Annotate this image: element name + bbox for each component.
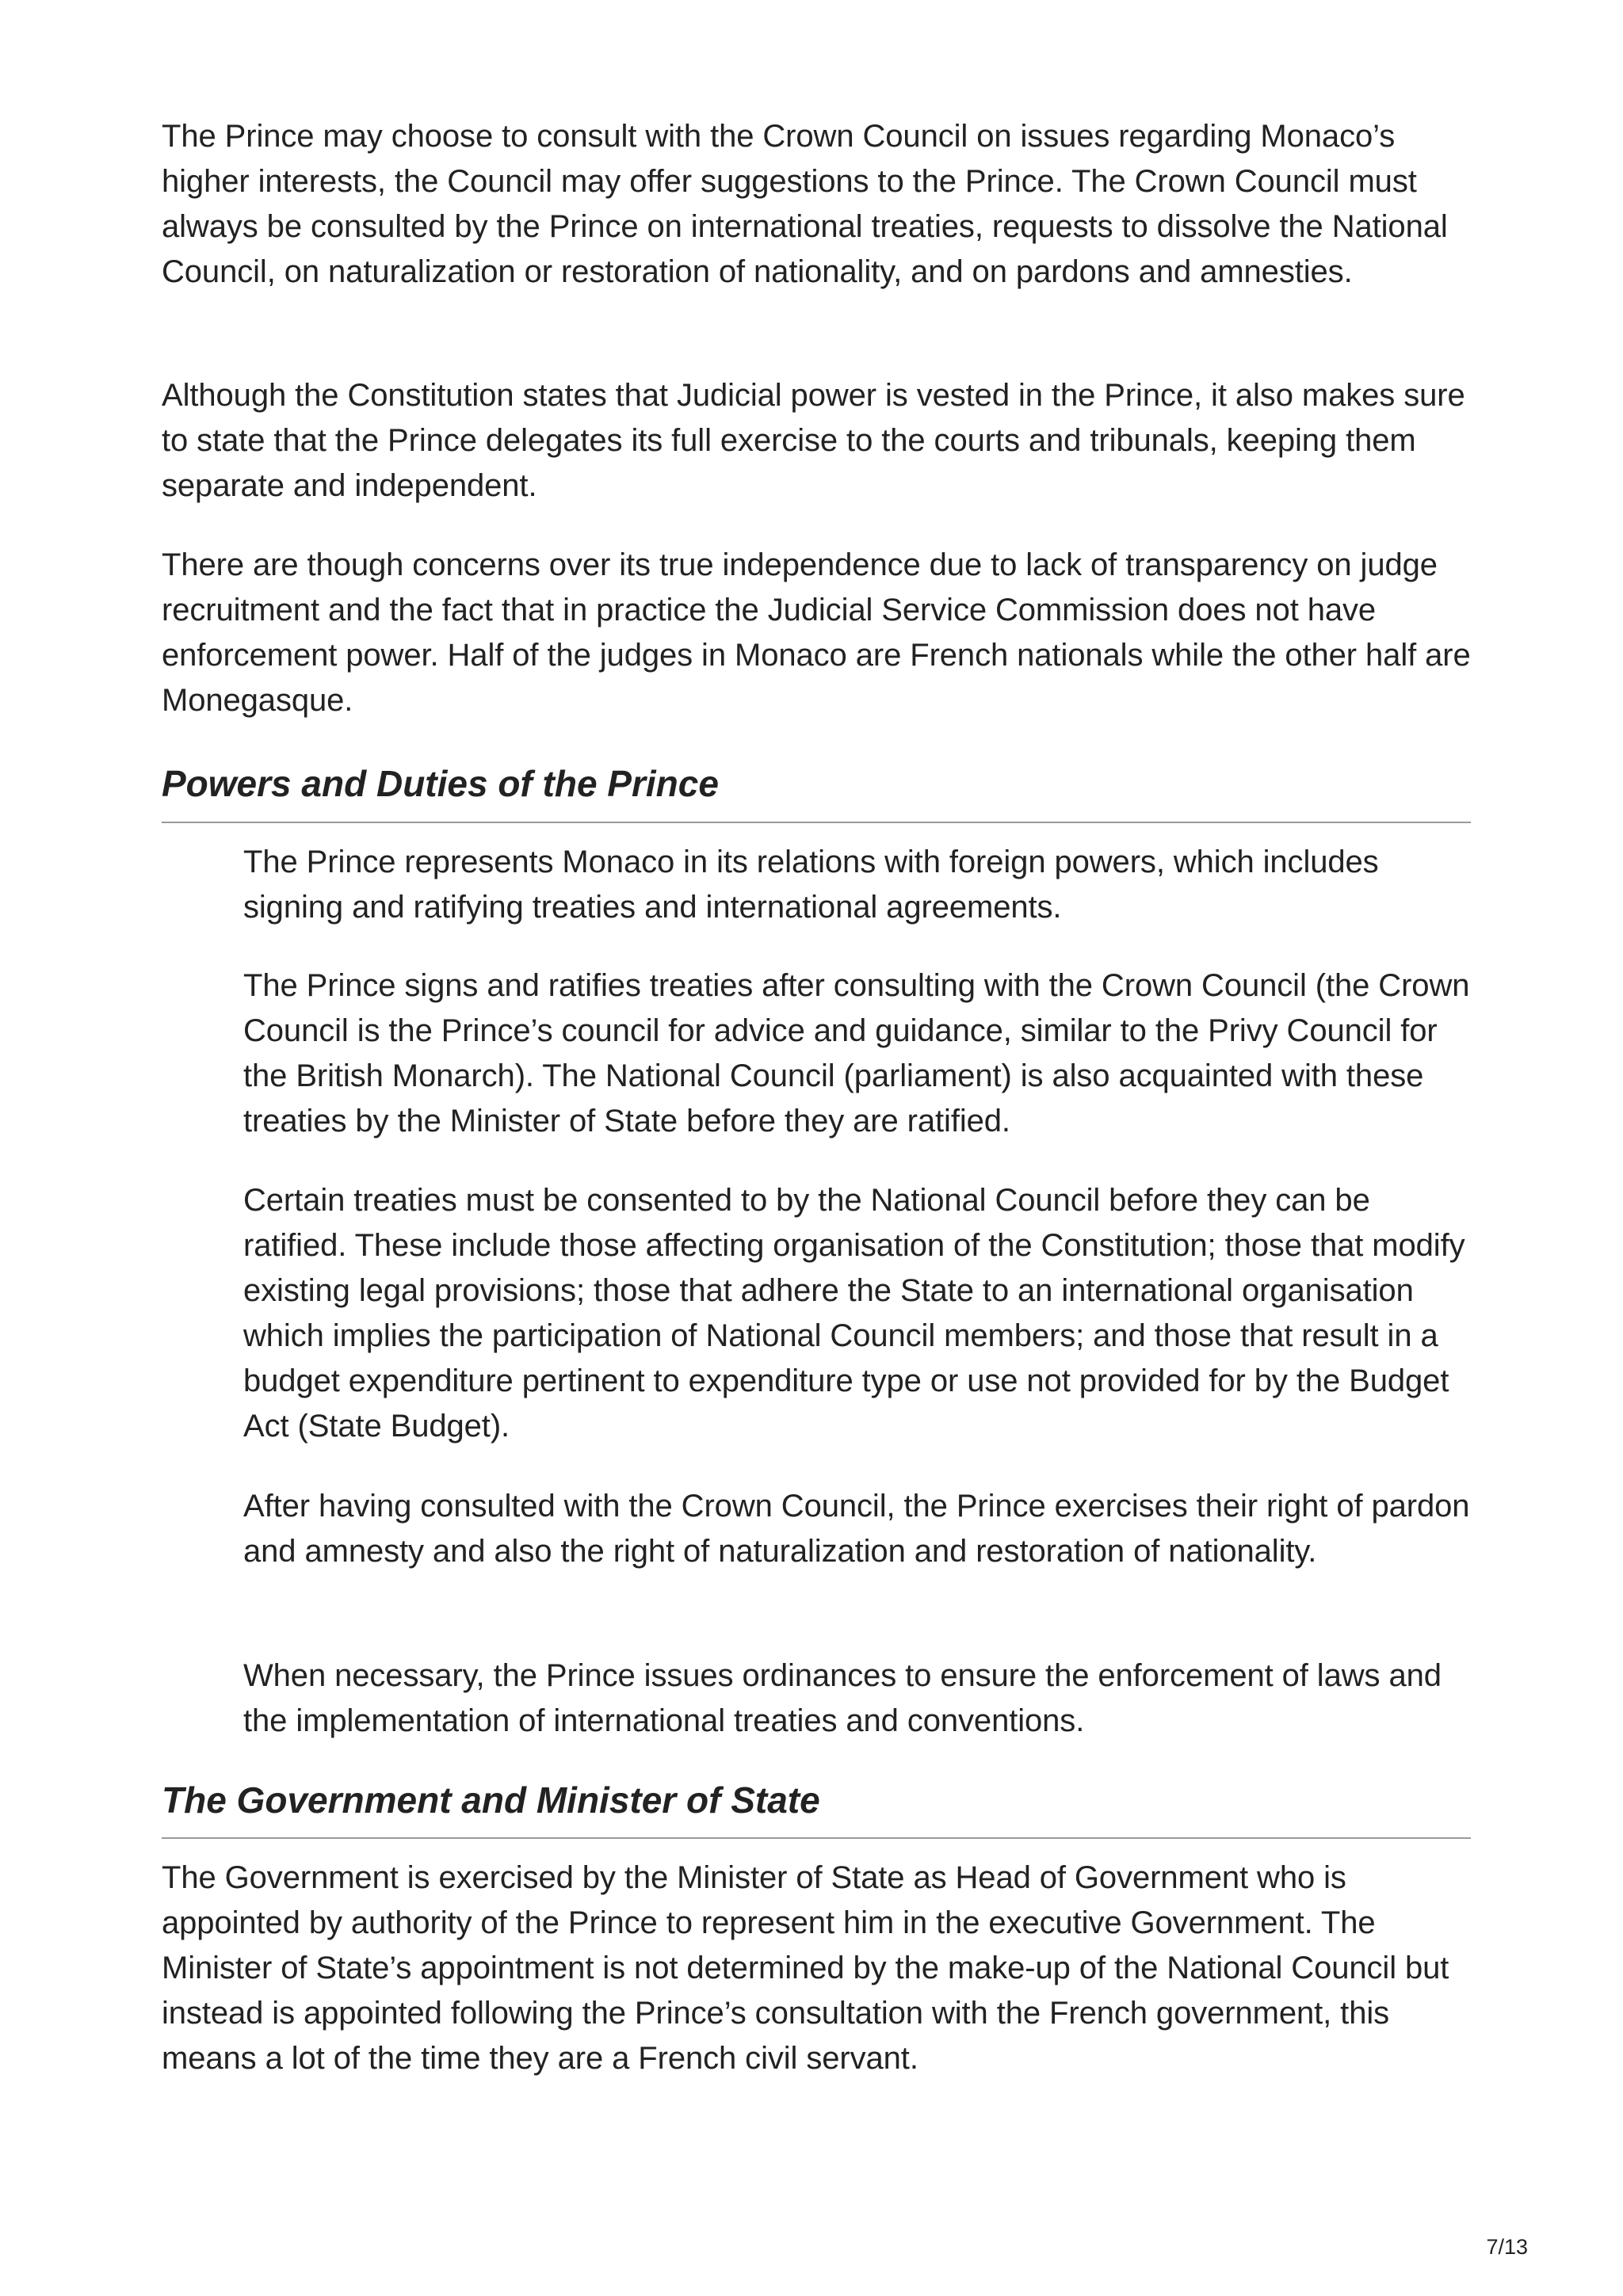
quote-paragraph-national-council-consent: Certain treaties must be consented to by the National Council before they can be ratified. These include those affecting organisation of the Constitution; those that modify existing legal provisions; those that adhere the State to an international organisation which implies the participation of National Council members; and those that result in a budget expenditure pertinent to expenditure type or use not provided for by the Budget Act (State Budget).	[243, 1183, 1465, 1444]
paragraph-crown-council: The Prince may choose to consult with the Crown Council on issues regarding Monaco’s higher interests, the Council may offer suggestions to the Prince. The Crown Council must always be consulted by the Prince on international treaties, requests to dissolve the National Council, on naturalization or restoration of nationality, and on pardons and amnesties.	[162, 119, 1448, 289]
paragraph-minister-of-state: The Government is exercised by the Minister of State as Head of Government who is appointed by authority of the Prince to represent him in the executive Government. The Minister of State’s appointment is not determined by the make-up of the National Council but instead is appointed following the Prince’s consultation with the French government, this means a lot of the time they are a French civil servant.	[162, 1860, 1449, 2076]
page-number: 7/13	[1486, 2235, 1528, 2259]
quote-paragraph-treaty-ratification: The Prince signs and ratifies treaties after consulting with the Crown Council (the Crown Council is the Prince’s council for advice and guidance, similar to the Privy Council for the British Monarch). The National Council (parliament) is also acquainted with these treaties by the Minister of State before they are ratified.	[243, 968, 1470, 1138]
quote-paragraph-foreign-relations: The Prince represents Monaco in its relations with foreign powers, which includes signing and ratifying treaties and international agreements.	[243, 845, 1379, 925]
paragraph-judicial-independence: There are though concerns over its true independence due to lack of transparency on judge recruitment and the fact that in practice the Judicial Service Commission does not have enforcement power. Half of the judges in Monaco are French nationals while the other half are Monegasque.	[162, 547, 1471, 718]
paragraph-judicial-power: Although the Constitution states that Judicial power is vested in the Prince, it also makes sure to state that the Prince delegates its full exercise to the courts and tribunals, keeping them separate and independent.	[162, 378, 1465, 503]
section-divider	[162, 822, 1471, 823]
section-divider	[162, 1837, 1471, 1839]
section-heading-powers-duties: Powers and Duties of the Prince	[162, 763, 719, 804]
quote-paragraph-pardon-amnesty: After having consulted with the Crown Council, the Prince exercises their right of pardon and amnesty and also the right of naturalization and restoration of nationality.	[243, 1489, 1470, 1569]
quote-paragraph-ordinances: When necessary, the Prince issues ordinances to ensure the enforcement of laws and the implementation of international treaties and conventions.	[243, 1658, 1442, 1738]
section-heading-government-minister: The Government and Minister of State	[162, 1779, 820, 1821]
